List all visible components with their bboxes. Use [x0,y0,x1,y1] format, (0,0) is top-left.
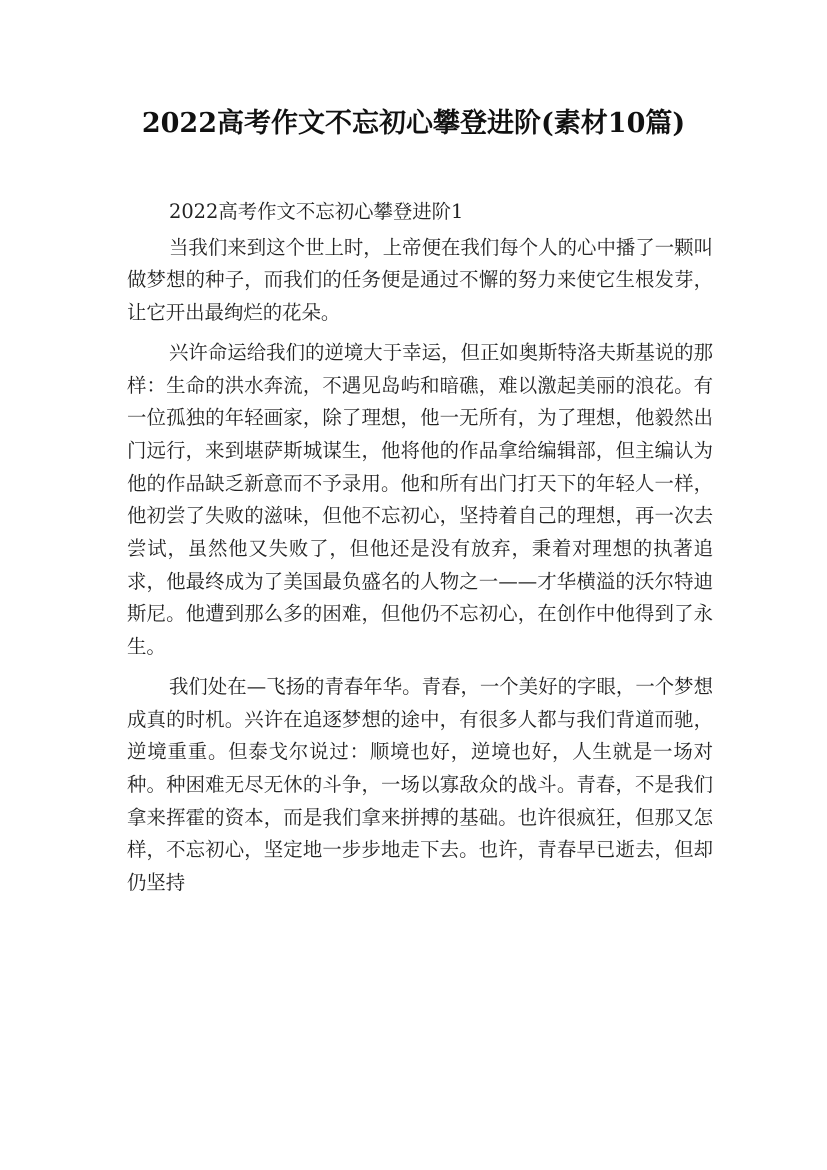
section-heading: 2022高考作文不忘初心攀登进阶1 [169,200,464,223]
paragraph-2: 兴许命运给我们的逆境大于幸运，但正如奥斯特洛夫斯基说的那样：生命的洪水奔流，不遇见岛屿和暗礁，难以激起美丽的浪花。有一位孤独的年轻画家，除了理想，他一无所有，为了理想，他毅然出门远行，来到堪萨斯城谋生，他将他的作品拿给编辑部，但主编认为他的作品缺乏新意而不予录用。他和所有出门打天下的年轻人一样，他初尝了失败的滋味，但他不忘初心，坚持着自己的理想，再一次去尝试，虽然他又失败了，但他还是没有放弃，秉着对理想的执著追求，他最终成为了美国最负盛名的人物之一——才华横溢的沃尔特迪斯尼。他遭到那么多的困难，但他仍不忘初心，在创作中他得到了永生。 [127,340,713,659]
document-title: 2022高考作文不忘初心攀登进阶(素材10篇) [141,108,686,139]
paragraph-3: 我们处在—飞扬的青春年华。青春，一个美好的字眼，一个梦想成真的时机。兴许在追逐梦想的途中，有很多人都与我们背道而驰，逆境重重。但泰戈尔说过：顺境也好，逆境也好，人生就是一场对种。种困难无尽无休的斗争，一场以寡敌众的战斗。青春，不是我们拿来挥霍的资本，而是我们拿来拼搏的基础。也许很疯狂，但那又怎样，不忘初心，坚定地一步步地走下去。也许，青春早已逝去，但却仍坚持 [127,674,713,895]
paragraph-1: 当我们来到这个世上时，上帝便在我们每个人的心中播了一颗叫做梦想的种子，而我们的任务便是通过不懈的努力来使它生根发芽，让它开出最绚烂的花朵。 [127,235,713,325]
document-body [127,196,713,907]
